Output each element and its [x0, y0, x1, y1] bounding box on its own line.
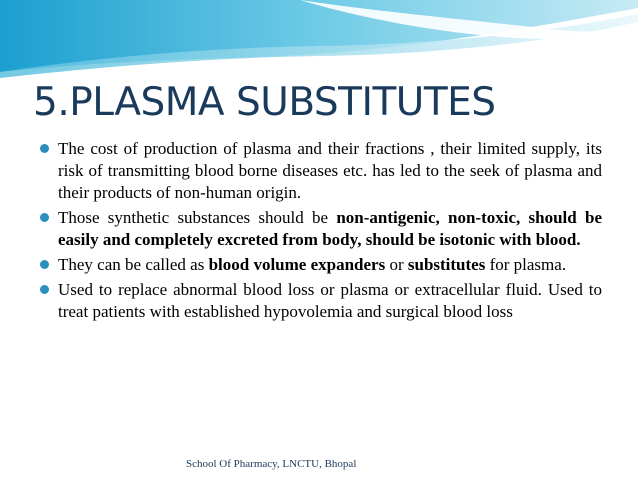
bullet-bold-text: blood volume expanders — [208, 255, 386, 274]
bullet-list — [40, 138, 602, 326]
bullet-text: for plasma. — [485, 255, 567, 274]
bullet-item — [40, 254, 602, 276]
bullet-dot-icon — [40, 260, 49, 269]
bullet-text: or — [385, 255, 408, 274]
bullet-text: The cost of production of plasma and their fractions , their limited supply, its risk of transmitting blood borne diseases etc. has led to the seek of plasma and their products of non-human origin. — [58, 139, 602, 202]
bullet-bold-text: substitutes — [407, 255, 486, 274]
bullet-dot-icon — [40, 144, 49, 153]
slide-footer: School Of Pharmacy, LNCTU, Bhopal — [186, 458, 357, 470]
bullet-item — [40, 279, 602, 323]
header-wave-decoration — [0, 0, 638, 80]
bullet-dot-icon — [40, 213, 49, 222]
slide-title: 5.PLASMA SUBSTITUTES — [33, 80, 496, 125]
bullet-item — [40, 207, 602, 251]
bullet-text: Those synthetic substances should be — [58, 208, 337, 227]
bullet-bold-text: non-antigenic, non-toxic, should be easily and completely excreted from body, should be isotonic with blood. — [58, 208, 602, 249]
bullet-dot-icon — [40, 285, 49, 294]
bullet-text: Used to replace abnormal blood loss or plasma or extracellular fluid. Used to treat patients with established hypovolemia and surgical blood loss — [58, 280, 602, 321]
bullet-text: They can be called as — [58, 255, 209, 274]
bullet-item — [40, 138, 602, 204]
